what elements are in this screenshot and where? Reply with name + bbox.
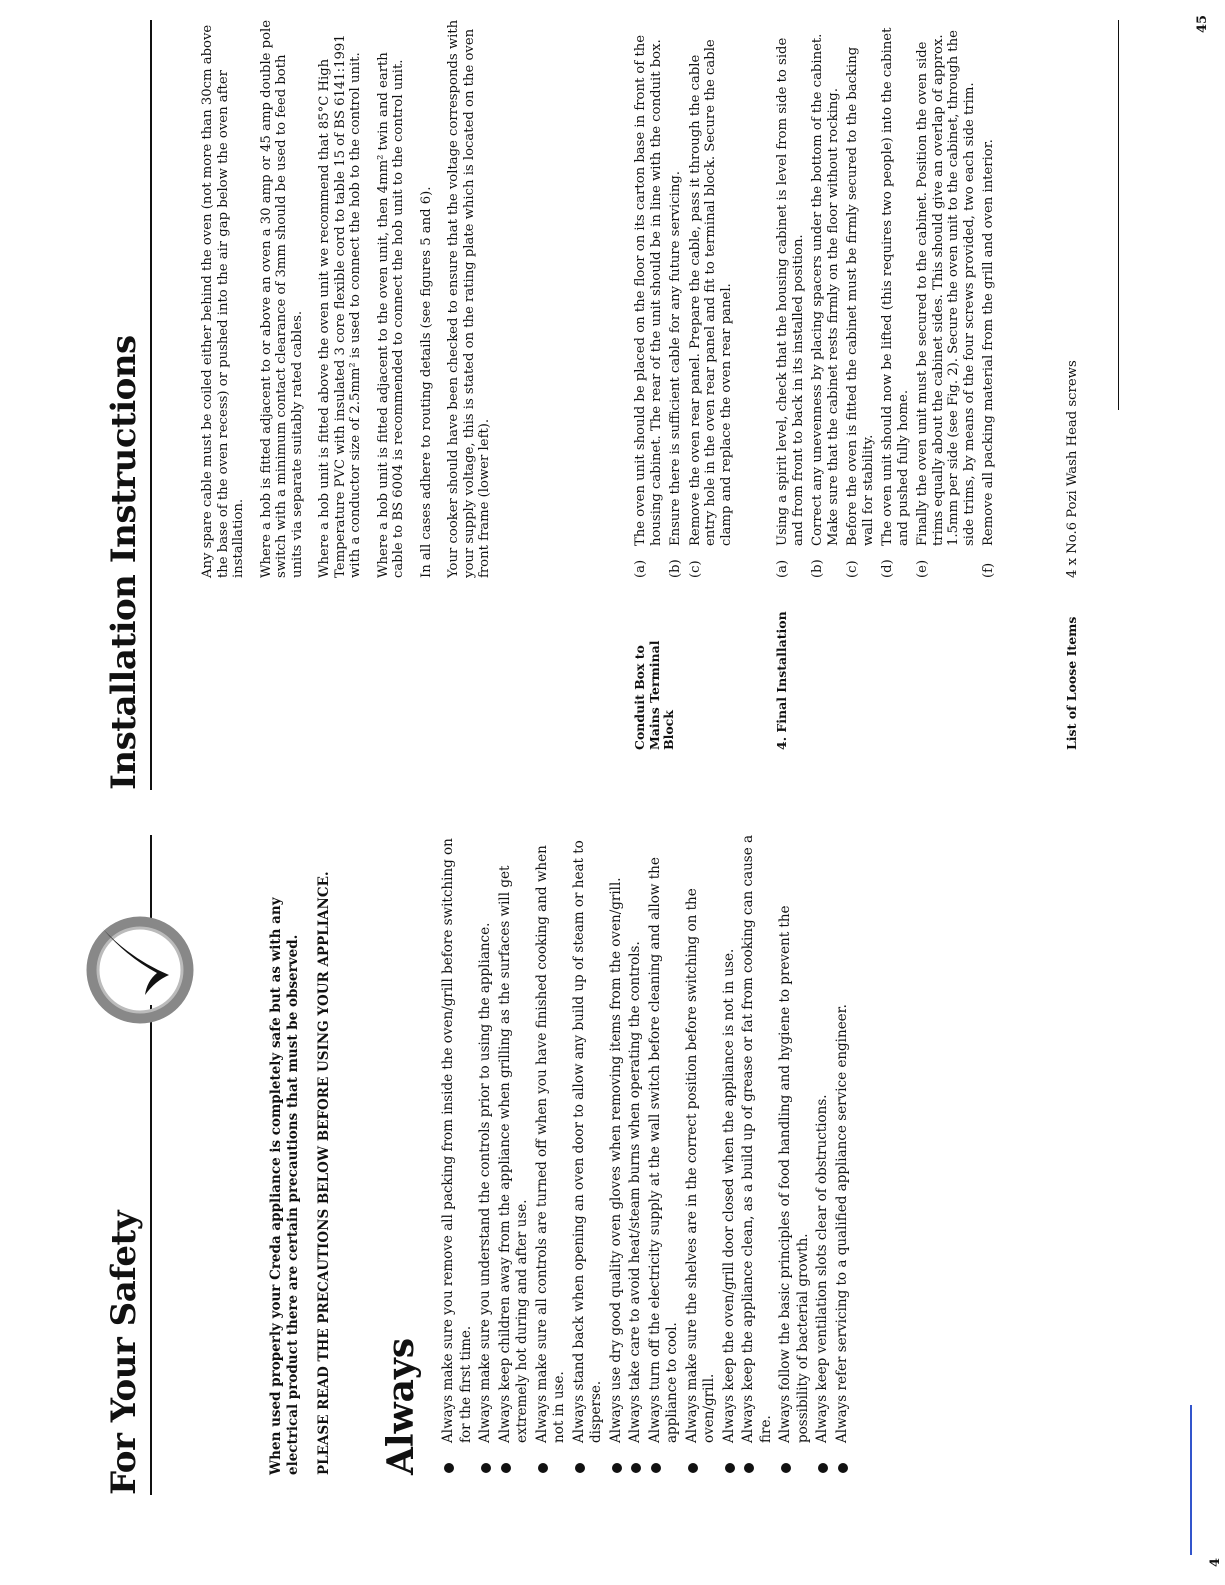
list-item: Always make sure you remove all packing from inside the oven/grill before switching on for the first time. <box>440 833 475 1443</box>
page-number-left: 4 <box>1208 1557 1223 1567</box>
read-notice: PLEASE READ THE PRECAUTIONS BELOW BEFORE USING YOUR APPLIANCE. <box>316 871 332 1475</box>
always-list <box>440 833 853 1443</box>
bullet-icon <box>444 1463 454 1473</box>
title-rule <box>150 20 152 790</box>
list-item: (f) Remove all packing material from the grill and oven interior. <box>981 139 996 578</box>
bottom-rule <box>1118 20 1119 410</box>
safety-page <box>0 795 1225 1585</box>
always-heading: Always <box>380 1337 422 1475</box>
footer-bar <box>1190 1405 1192 1555</box>
list-item: Always keep the appliance clean, as a build up of grease or fat from cooking can cause a fire. <box>740 833 775 1443</box>
safety-intro <box>268 845 347 1475</box>
list-item: (a) Using a spirit level, check that the housing cabinet is level from side to side and from front to back in its installed position. <box>775 37 806 578</box>
list-item: Always make sure the shelves are in the correct position before switching on the oven/grill. <box>684 833 719 1443</box>
paragraph: Where a hob unit is fitted above the oven unit we recommend that 85°C High Temperature PVC with insulated 3 core flexible cord to table 15 of BS 6141:1991 with a conductor size of 2.5mm² is used to connect the hob to the control unit. <box>317 34 363 578</box>
bullet-icon <box>612 1463 622 1473</box>
loose-items-label: List of Loose Items <box>1064 616 1079 750</box>
bullet-icon <box>631 1463 641 1473</box>
installation-title: Installation Instructions <box>104 335 144 790</box>
bullet-icon <box>575 1463 585 1473</box>
list-item: Always follow the basic principles of food handling and hygiene to prevent the possibility of bacterial growth. <box>777 833 812 1443</box>
conduit-label: Conduit Box to Mains Terminal Block <box>632 640 676 750</box>
paragraph: Where a hob unit is fitted adjacent to the oven unit, then 4mm² twin and earth cable to BS 6004 is recommended to connect the hob unit to the control unit. <box>375 52 406 578</box>
list-item: (c) Remove the oven rear panel. Prepare the cable, pass it through the cable entry hole in the oven rear panel and fit to terminal block. Secure the cable clamp and replace the oven rear panel. <box>687 39 734 578</box>
list-item: Always make sure all controls are turned off when you have finished cooking and when not in use. <box>534 833 569 1443</box>
bullet-icon <box>838 1463 848 1473</box>
bullet-icon <box>744 1463 754 1473</box>
bullet-icon <box>538 1463 548 1473</box>
bullet-icon <box>688 1463 698 1473</box>
bullet-icon <box>781 1463 791 1473</box>
list-item: Always keep the oven/grill door closed when the appliance is not in use. <box>721 833 739 1443</box>
bullet-icon <box>501 1463 511 1473</box>
intro-text: When used properly your Creda appliance is completely safe but as with any electrical product there are certain precautions that must be observed. <box>268 897 301 1475</box>
list-item: (a) The oven unit should be placed on the floor on its carton base in front of the housing cabinet. The rear of the unit should be in line with the conduit box. <box>633 34 664 578</box>
list-item: (c) Before the oven is fitted the cabinet must be firmly secured to the backing wall for stability. <box>845 46 876 578</box>
final-installation-label: 4. Final Installation <box>774 611 789 750</box>
list-item: Always turn off the electricity supply at the wall switch before cleaning and allow the appliance to cool. <box>647 833 682 1443</box>
list-item: (e) Finally the oven unit must be secured to the cabinet. Position the oven side trims equally about the cabinet sides. This should give an overlap of approx. 1.5mm per side (see Fig. 2). Secure the oven unit to the cabinet, through the side trims, by means of the four screws provided, two each side trim. <box>915 30 977 578</box>
bullet-icon <box>651 1463 661 1473</box>
checkmark-logo-icon <box>85 915 195 1025</box>
intro-paragraphs <box>200 18 505 578</box>
list-item: Always keep ventilation slots clear of obstructions. <box>814 833 832 1443</box>
conduit-steps <box>633 18 738 578</box>
list-item: Always stand back when opening an oven door to allow any build up of steam or heat to disperse. <box>571 833 606 1443</box>
list-item: (b) Ensure there is sufficient cable for any future servicing. <box>668 171 683 578</box>
list-item: Always refer servicing to a qualified appliance service engineer. <box>834 833 852 1443</box>
list-item: (b) Correct any unevenness by placing spacers under the bottom of the cabinet. Make sure that the cabinet rests firmly on the floor without rocking. <box>810 33 841 578</box>
bullet-icon <box>481 1463 491 1473</box>
loose-items-text: 4 x No.6 Pozi Wash Head screws <box>1065 360 1080 578</box>
list-item: Always make sure you understand the controls prior to using the appliance. <box>477 833 495 1443</box>
list-item: Always take care to avoid heat/steam burns when operating the controls. <box>627 833 645 1443</box>
list-item: (d) The oven unit should now be lifted (this requires two people) into the cabinet and pushed fully home. <box>880 27 911 578</box>
paragraph: Your cooker should have been checked to ensure that the voltage corresponds with your supply voltage, this is stated on the rating plate which is located on the oven front frame (lower left). <box>446 19 492 578</box>
list-item: Always keep children away from the appliance when grilling as the surfaces will get extremely hot during and after use. <box>497 833 532 1443</box>
page-number-right: 45 <box>1195 14 1210 33</box>
title-rule-right <box>150 835 152 920</box>
safety-title: For Your Safety <box>104 1211 144 1495</box>
list-item: Always use dry good quality oven gloves when removing items from the oven/grill. <box>608 833 626 1443</box>
installation-page <box>0 0 1225 790</box>
paragraph: In all cases adhere to routing details (see figures 5 and 6). <box>418 186 434 578</box>
bullet-icon <box>725 1463 735 1473</box>
paragraph: Where a hob is fitted adjacent to or above an oven a 30 amp or 45 amp double pole switch with a minimum contact clearance of 3mm should be used to feed both units via separate suitably rated cables. <box>258 19 305 578</box>
title-rule <box>150 1005 152 1495</box>
final-steps <box>775 18 1001 578</box>
bullet-icon <box>818 1463 828 1473</box>
paragraph: Any spare cable must be coiled either behind the oven (not more than 30cm above the base of the oven recess) or pushed into the air gap below the oven after installation. <box>200 24 246 578</box>
